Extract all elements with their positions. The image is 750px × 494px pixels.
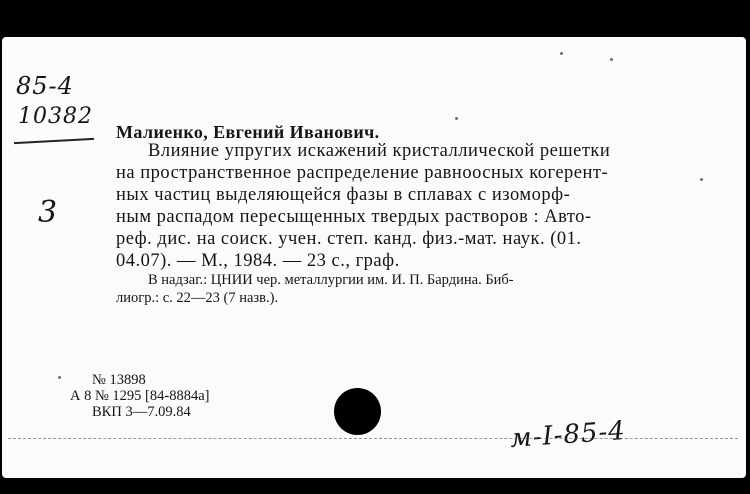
shelf-mark-top: 85-4 [16,72,74,100]
speck [58,376,61,379]
shelf-mark-bottom: 10382 [18,104,93,129]
title-line-5: реф. дис. на соиск. учен. степ. канд. физ.-мат. наук. (01. [116,229,582,249]
handwritten-bottom-mark: м-I-85-4 [509,415,627,455]
note-line-2: лиогр.: с. 22—23 (7 назв.). [116,290,279,306]
catalog-line-3: ВКП 3—7.09.84 [92,404,191,420]
catalog-line-2: А 8 № 1295 [84-8884а] [70,388,210,404]
title-line-3: ных частиц выделяющейся фазы в сплавах с изоморф- [116,185,571,205]
speck [610,58,613,61]
speck [560,52,563,55]
catalog-line-1: № 13898 [92,372,146,388]
punch-hole [334,388,381,435]
title-line-1: Влияние упругих искажений кристаллической решетки [148,141,611,161]
margin-mark: 3 [38,195,59,230]
speck [700,178,703,181]
title-line-4: ным распадом пересыщенных твердых растворов : Авто- [116,207,592,227]
speck [455,117,458,120]
title-line-6: 04.07). — М., 1984. — 23 с., граф. [116,251,400,271]
bottom-dashed-line [8,438,738,439]
note-line-1: В надзаг.: ЦНИИ чер. металлургии им. И. П. Бардина. Биб- [148,272,514,288]
author-heading: Малиенко, Евгений Иванович. [116,122,380,142]
title-line-2: на пространственное распределение равноосных когерент- [116,163,609,183]
